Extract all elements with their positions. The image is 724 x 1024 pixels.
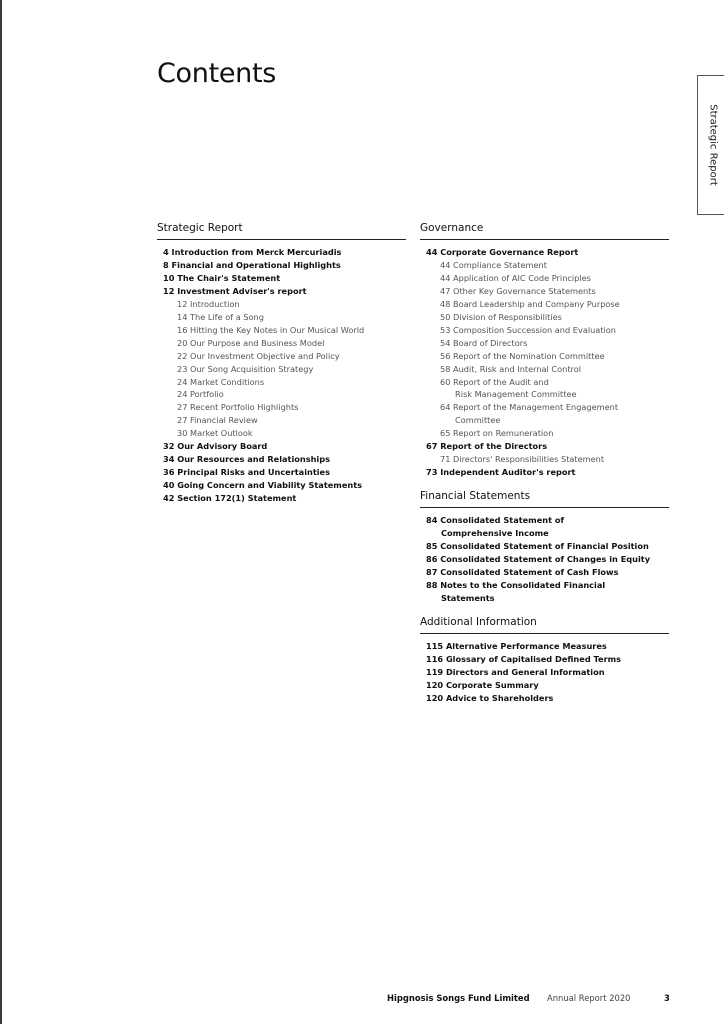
toc-subentry[interactable]: 16 Hitting the Key Notes in Our Musical World [177,324,365,335]
toc-subentry[interactable]: 30 Market Outlook [177,428,253,439]
additional-information-heading[interactable]: Additional Information [420,616,669,634]
toc-entry[interactable]: 12 Investment Adviser's report [163,285,307,296]
toc-subentry-continuation: Committee [455,415,501,426]
toc-entry[interactable]: 86 Consolidated Statement of Changes in Equity [426,554,651,565]
toc-entry[interactable]: 120 Corporate Summary [426,679,539,690]
toc-subentry-line: 64 Report of the Management Engagement [440,402,619,413]
toc-entry[interactable]: 67 Report of the Directors [426,441,548,452]
toc-subentry[interactable]: 14 The Life of a Song [177,311,264,322]
toc-entry[interactable]: 44 Corporate Governance Report [426,247,579,257]
toc-subentry[interactable]: 12 Introduction [177,298,240,309]
side-tab-label: Strategic Report [707,104,718,186]
right-column [420,222,669,705]
toc-subentry[interactable]: 50 Division of Responsibilities [440,311,562,322]
toc-entry[interactable]: 115 Alternative Performance Measures [426,640,607,651]
toc-entry[interactable]: 10 The Chair's Statement [163,272,281,283]
toc-subentry[interactable]: 27 Recent Portfolio Highlights [177,402,299,413]
governance-list [420,246,669,479]
toc-subentry-continuation: Risk Management Committee [455,389,577,400]
footer-report-title: Annual Report 2020 [547,993,631,1003]
toc-entry[interactable]: 73 Independent Auditor's report [426,467,576,478]
toc-subentry[interactable]: 71 Directors' Responsibilities Statement [440,454,605,465]
financial-statements-heading[interactable]: Financial Statements [420,490,669,508]
toc-subentry-line: 60 Report of the Audit and [440,376,549,387]
toc-subentry[interactable]: 44 Application of AIC Code Principles [440,272,591,283]
toc-entry[interactable]: 120 Advice to Shareholders [426,692,554,703]
toc-subentry[interactable]: 53 Composition Succession and Evaluation [440,324,616,335]
toc-subentry[interactable]: 56 Report of the Nomination Committee [440,350,605,361]
toc-entry[interactable] [420,514,669,540]
toc-subentry[interactable]: 58 Audit, Risk and Internal Control [440,363,582,374]
toc-entry[interactable]: 32 Our Advisory Board [163,441,268,452]
toc-subentry[interactable]: 22 Our Investment Objective and Policy [177,350,340,361]
toc-entry[interactable]: 8 Financial and Operational Highlights [163,259,341,270]
toc-entry[interactable]: 85 Consolidated Statement of Financial Position [426,541,649,552]
toc-entry[interactable]: 40 Going Concern and Viability Statements [163,480,362,491]
toc-entry[interactable]: 87 Consolidated Statement of Cash Flows [426,566,619,577]
toc-subentry[interactable]: 44 Compliance Statement [440,259,547,270]
page-edge-line [0,0,2,1024]
toc-entry-line: 88 Notes to the Consolidated Financial [426,579,606,590]
financial-statements-list [420,514,669,605]
strategic-report-column [157,222,406,505]
strategic-report-list [157,246,406,505]
toc-subentry[interactable]: 47 Other Key Governance Statements [440,285,596,296]
toc-entry[interactable]: 119 Directors and General Information [426,666,605,677]
toc-entry-continuation: Statements [441,592,495,603]
toc-entry[interactable]: 42 Section 172(1) Statement [163,493,297,504]
toc-entry[interactable]: 34 Our Resources and Relationships [163,454,330,465]
toc-subentry[interactable]: 20 Our Purpose and Business Model [177,337,325,348]
toc-subentry[interactable]: 54 Board of Directors [440,337,528,348]
toc-entry[interactable]: 4 Introduction from Merck Mercuriadis [163,247,342,257]
toc-subentry[interactable] [420,376,669,402]
toc-subentry[interactable]: 23 Our Song Acquisition Strategy [177,363,314,374]
toc-subentry[interactable]: 48 Board Leadership and Company Purpose [440,298,620,309]
strategic-report-heading[interactable]: Strategic Report [157,222,406,240]
governance-heading[interactable]: Governance [420,222,669,240]
section-side-tab[interactable] [697,75,724,215]
toc-entry-continuation: Comprehensive Income [441,528,549,539]
toc-subentry[interactable]: 65 Report on Remuneration [440,428,554,439]
page-number: 3 [664,993,670,1003]
additional-information-list [420,640,669,705]
toc-subentry[interactable]: 24 Portfolio [177,389,224,400]
toc-subentry[interactable]: 27 Financial Review [177,415,258,426]
toc-entry[interactable] [420,579,669,605]
toc-subentry[interactable]: 24 Market Conditions [177,376,265,387]
toc-entry[interactable]: 36 Principal Risks and Uncertainties [163,467,330,478]
footer-company-name: Hipgnosis Songs Fund Limited [387,993,530,1003]
toc-entry[interactable]: 116 Glossary of Capitalised Defined Terms [426,653,622,664]
toc-entry-line: 84 Consolidated Statement of [426,515,565,526]
page-title: Contents [157,58,277,89]
toc-subentry[interactable] [420,401,669,427]
